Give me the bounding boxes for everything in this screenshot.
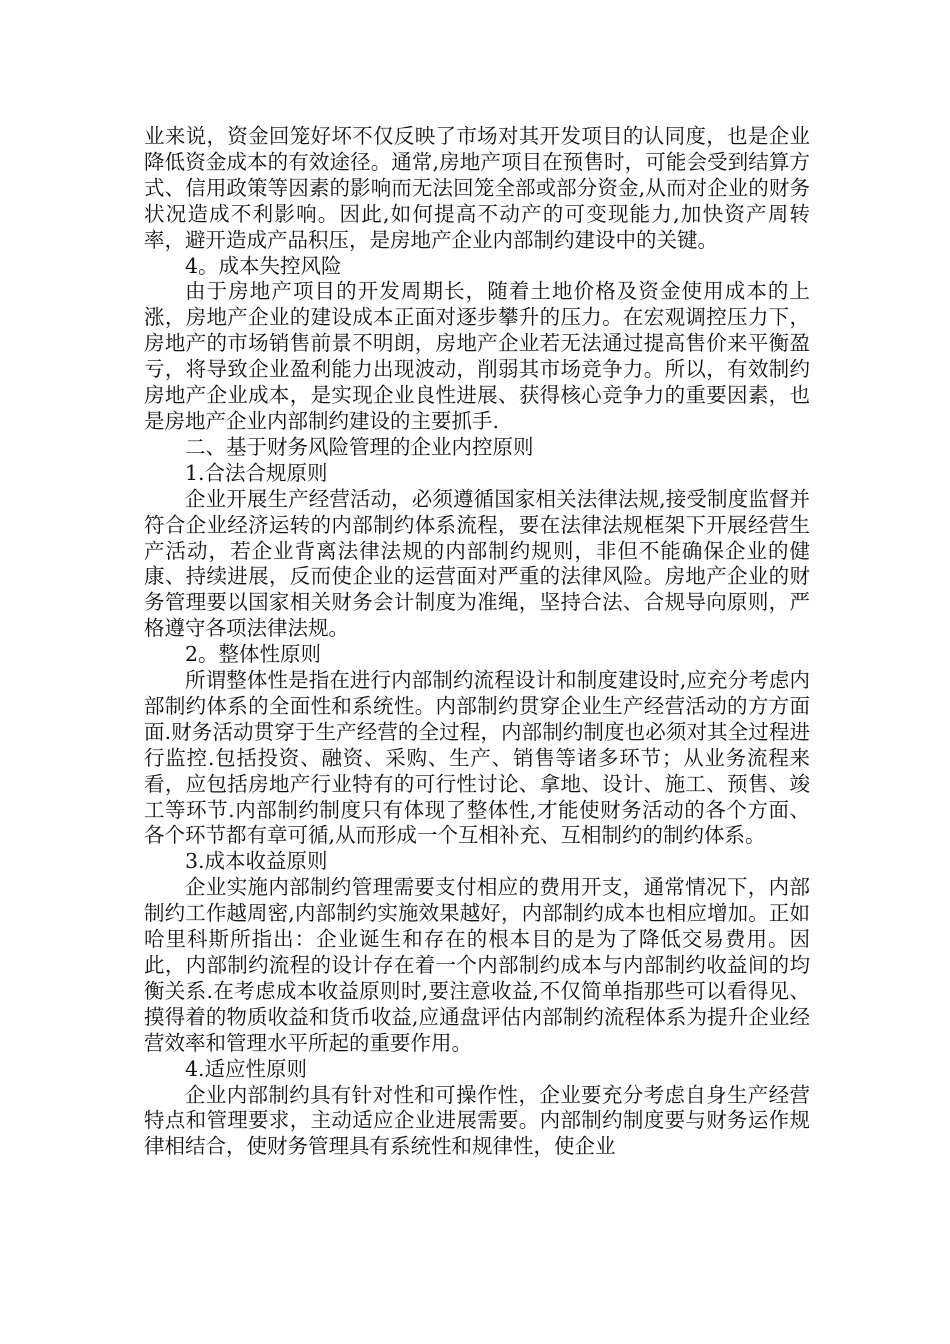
subheading-cost-benefit: 3.成本收益原则: [185, 849, 328, 874]
subheading-cost-risk: 4。成本失控风险: [185, 253, 342, 278]
document-page: [144, 124, 810, 1160]
subheading-legal-compliance: 1.合法合规原则: [185, 460, 328, 485]
paragraph-legal-compliance: 企业开展生产经营活动，必须遵循国家相关法律法规,接受制度监督并符合企业经济运转的内部制约体系流程，要在法律法规框架下开展经营生产活动，若企业背离法律法规的内部制约规则，非但不能确保企业的健康、持续进展，反而使企业的运营面对严重的法律风险。房地产企业的财务管理要以国家相关财务会计制度为准绳，坚持合法、合规导向原则，严格遵守各项法律法规。: [144, 486, 810, 641]
paragraph-continued: 业来说，资金回笼好坏不仅反映了市场对其开发项目的认同度，也是企业降低资金成本的有效途径。通常,房地产项目在预售时，可能会受到结算方式、信用政策等因素的影响而无法回笼全部或部分资金,从而对企业的财务状况造成不利影响。因此,如何提高不动产的可变现能力,加快资产周转率，避开造成产品积压，是房地产企业内部制约建设中的关键。: [144, 124, 810, 252]
subheading-integrity: 2。整体性原则: [185, 642, 322, 667]
subheading-adaptability: 4.适应性原则: [185, 1056, 308, 1081]
paragraph-cost-risk: 由于房地产项目的开发周期长，随着土地价格及资金使用成本的上涨，房地产企业的建设成本正面对逐步攀升的压力。在宏观调控压力下，房地产的市场销售前景不明朗，房地产企业若无法通过提高售价来平衡盈亏，将导致企业盈利能力出现波动，削弱其市场竞争力。所以，有效制约房地产企业成本，是实现企业良性进展、获得核心竞争力的重要因素，也是房地产企业内部制约建设的主要抓手.: [144, 279, 810, 433]
section-heading-principles: 二、基于财务风险管理的企业内控原则: [185, 434, 534, 459]
paragraph-cost-benefit: 企业实施内部制约管理需要支付相应的费用开支，通常情况下，内部制约工作越周密,内部制约实施效果越好，内部制约成本也相应增加。正如哈里科斯所指出：企业诞生和存在的根本目的是为了降低交易费用。因此，内部制约流程的设计存在着一个内部制约成本与内部制约收益间的均衡关系.在考虑成本收益原则时,要注意收益,不仅简单指那些可以看得见、摸得着的物质收益和货币收益,应通盘评估内部制约流程体系为提升企业经营效率和管理水平所起的重要作用。: [144, 875, 810, 1055]
paragraph-adaptability: 企业内部制约具有针对性和可操作性，企业要充分考虑自身生产经营特点和管理要求，主动适应企业进展需要。内部制约制度要与财务运作规律相结合，使财务管理具有系统性和规律性，使企业: [144, 1082, 810, 1159]
paragraph-integrity: 所谓整体性是指在进行内部制约流程设计和制度建设时,应充分考虑内部制约体系的全面性和系统性。内部制约贯穿企业生产经营活动的方方面面.财务活动贯穿于生产经营的全过程，内部制约制度也必须对其全过程进行监控.包括投资、融资、采购、生产、销售等诸多环节；从业务流程来看，应包括房地产行业特有的可行性讨论、拿地、设计、施工、预售、竣工等环节.内部制约制度只有体现了整体性,才能使财务活动的各个方面、各个环节都有章可循,从而形成一个互相补充、互相制约的制约体系。: [144, 668, 810, 848]
